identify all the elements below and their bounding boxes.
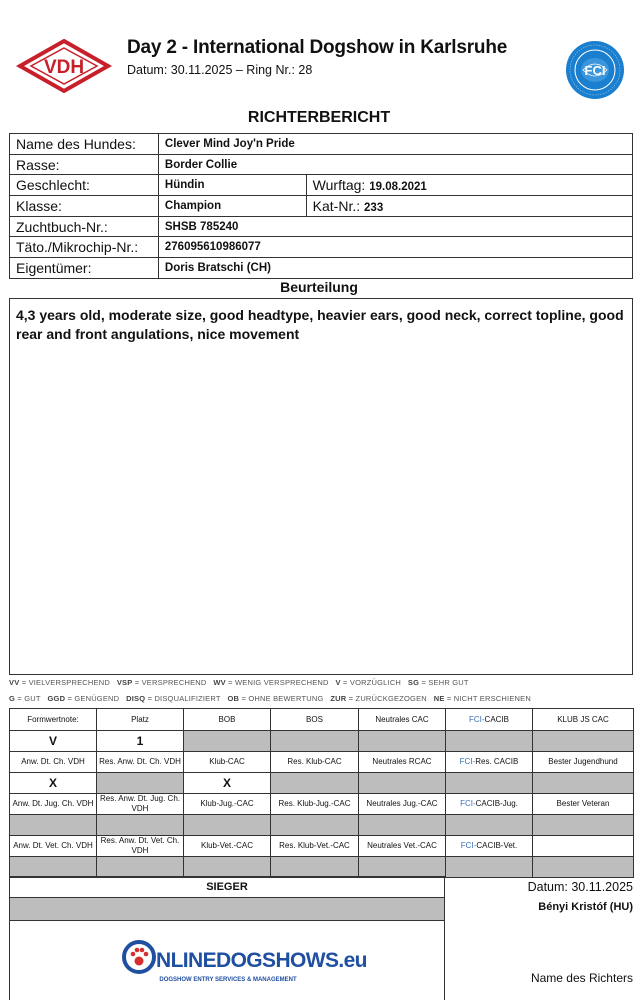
title-row-2 [10, 794, 634, 815]
empty-cell [533, 773, 634, 794]
studbook-value: SHSB 785240 [158, 216, 632, 237]
litter-value: 19.08.2021 [369, 181, 427, 194]
title-cell: Klub-CAC [184, 752, 271, 773]
legend-line-2: G = GUT GGD = GENÜGEND DISQ = DISQUALIFIZIERT OB = OHNE BEWERTUNG ZUR = ZURÜCKGEZOGEN NE = NICHT ERSCHIENEN [9, 694, 531, 703]
show-title: Day 2 - International Dogshow in Karlsruhe [127, 37, 508, 58]
grade-header-row [10, 709, 634, 731]
owner-label: Eigentümer: [10, 258, 159, 279]
title-row-3 [10, 836, 634, 857]
title-cell: Anw. Dt. Jug. Ch. VDH [10, 794, 97, 815]
empty-cell [184, 731, 271, 752]
row-chip [10, 237, 633, 258]
litter-date-cell [306, 175, 632, 196]
cat-label: Kat-Nr.: [312, 197, 361, 214]
grade-value: V [10, 731, 97, 752]
title-cell: Klub-Jug.-CAC [184, 794, 271, 815]
placement-value: 1 [97, 731, 184, 752]
vdh-logo [17, 38, 111, 94]
header-placement: Platz [97, 709, 184, 731]
empty-cell [446, 773, 533, 794]
row-studbook [10, 216, 633, 237]
name-value: Clever Mind Joy'n Pride [158, 134, 632, 155]
vdh-logo-text: VDH [43, 57, 85, 78]
sex-label: Geschlecht: [10, 175, 159, 196]
title-row-1 [10, 752, 634, 773]
empty-cell [446, 731, 533, 752]
title-cell: Res. Anw. Dt. Ch. VDH [97, 752, 184, 773]
mark-cell: X [184, 773, 271, 794]
header-bos: BOS [271, 709, 359, 731]
title-cell: Res. Klub-Jug.-CAC [271, 794, 359, 815]
title-cell: FCI-CACIB-Vet. [446, 836, 533, 857]
empty-cell [97, 815, 184, 836]
class-label: Klasse: [10, 196, 159, 217]
mark-row-3 [10, 857, 634, 878]
breed-label: Rasse: [10, 154, 159, 175]
title-cell: Klub-Vet.-CAC [184, 836, 271, 857]
chip-value: 276095610986077 [158, 237, 632, 258]
logo-tagline: DOGSHOW ENTRY SERVICES & MANAGEMENT [159, 977, 297, 983]
empty-cell [10, 857, 97, 878]
title-cell: Neutrales RCAC [359, 752, 446, 773]
class-value: Champion [158, 196, 306, 217]
cat-value: 233 [364, 201, 384, 214]
title-cell: Neutrales Jug.-CAC [359, 794, 446, 815]
title-cell: Res. Klub-CAC [271, 752, 359, 773]
mark-cell: X [10, 773, 97, 794]
report-date: Datum: 30.11.2025 [527, 880, 633, 894]
judge-label: Name des Richters [530, 971, 633, 985]
catalog-number-cell [306, 196, 632, 217]
empty-cell [359, 815, 446, 836]
empty-cell [359, 731, 446, 752]
fci-logo-text: FCI [584, 63, 606, 78]
title-cell: Neutrales Vet.-CAC [359, 836, 446, 857]
title-cell: Bester Jugendhund [533, 752, 634, 773]
row-sex [10, 175, 633, 196]
report-title: RICHTERBERICHT [247, 109, 391, 126]
empty-cell [359, 773, 446, 794]
winner-box [9, 876, 445, 1000]
winner-field [10, 898, 444, 921]
row-owner [10, 258, 633, 279]
title-cell: Anw. Dt. Ch. VDH [10, 752, 97, 773]
onlinedogshows-logo [123, 937, 367, 989]
empty-cell [97, 857, 184, 878]
empty-cell [271, 857, 359, 878]
empty-cell [359, 857, 446, 878]
logo-wordmark: NLINEDOGSHOWS.eu [156, 949, 367, 972]
grade-value-row [10, 731, 634, 752]
title-cell: Anw. Dt. Vet. Ch. VDH [10, 836, 97, 857]
chip-label: Täto./Mikrochip-Nr.: [10, 237, 159, 258]
empty-cell [533, 731, 634, 752]
grading-table [9, 708, 634, 878]
fci-logo [565, 40, 625, 100]
litter-label: Wurftag: [312, 177, 366, 194]
empty-cell [184, 815, 271, 836]
mark-row-2 [10, 815, 634, 836]
evaluation-title: Beurteilung [280, 279, 358, 295]
sex-value: Hündin [158, 175, 306, 196]
title-cell: Res. Anw. Dt. Jug. Ch. VDH [97, 794, 184, 815]
mark-row-1 [10, 773, 634, 794]
page-header [0, 0, 638, 105]
owner-value: Doris Bratschi (CH) [158, 258, 632, 279]
judge-name: Bényi Kristóf (HU) [538, 901, 633, 913]
empty-cell [184, 857, 271, 878]
dog-info-table [9, 133, 633, 279]
header-fci-cacib: FCI-CACIB [446, 709, 533, 731]
empty-cell [446, 815, 533, 836]
legend-line-1: VV = VIELVERSPRECHEND VSP = VERSPRECHEND WV = WENIG VERSPRECHEND V = VORZÜGLICH SG = SEHR GUT [9, 678, 469, 687]
empty-cell [271, 731, 359, 752]
show-subtitle: Datum: 30.11.2025 – Ring Nr.: 28 [127, 63, 313, 77]
title-cell [533, 836, 634, 857]
breed-value: Border Collie [158, 154, 632, 175]
evaluation-text: 4,3 years old, moderate size, good headtype, heavier ears, good neck, correct topline, good rear and front angulations, nice movement [9, 298, 633, 675]
empty-cell [533, 815, 634, 836]
name-label: Name des Hundes: [10, 134, 159, 155]
empty-cell [97, 773, 184, 794]
empty-cell [271, 815, 359, 836]
winner-label: SIEGER [10, 877, 444, 898]
title-cell: Bester Veteran [533, 794, 634, 815]
row-name [10, 134, 633, 155]
title-cell: FCI-Res. CACIB [446, 752, 533, 773]
header-grade: Formwertnote: [10, 709, 97, 731]
empty-cell [533, 857, 634, 878]
header-klub-js-cac: KLUB JS CAC [533, 709, 634, 731]
row-class [10, 196, 633, 217]
empty-cell [10, 815, 97, 836]
title-cell: Res. Anw. Dt. Vet. Ch. VDH [97, 836, 184, 857]
title-cell: Res. Klub-Vet.-CAC [271, 836, 359, 857]
empty-cell [446, 857, 533, 878]
studbook-label: Zuchtbuch-Nr.: [10, 216, 159, 237]
header-neutral-cac: Neutrales CAC [359, 709, 446, 731]
empty-cell [271, 773, 359, 794]
title-cell: FCI-CACIB-Jug. [446, 794, 533, 815]
row-breed [10, 154, 633, 175]
header-bob: BOB [184, 709, 271, 731]
